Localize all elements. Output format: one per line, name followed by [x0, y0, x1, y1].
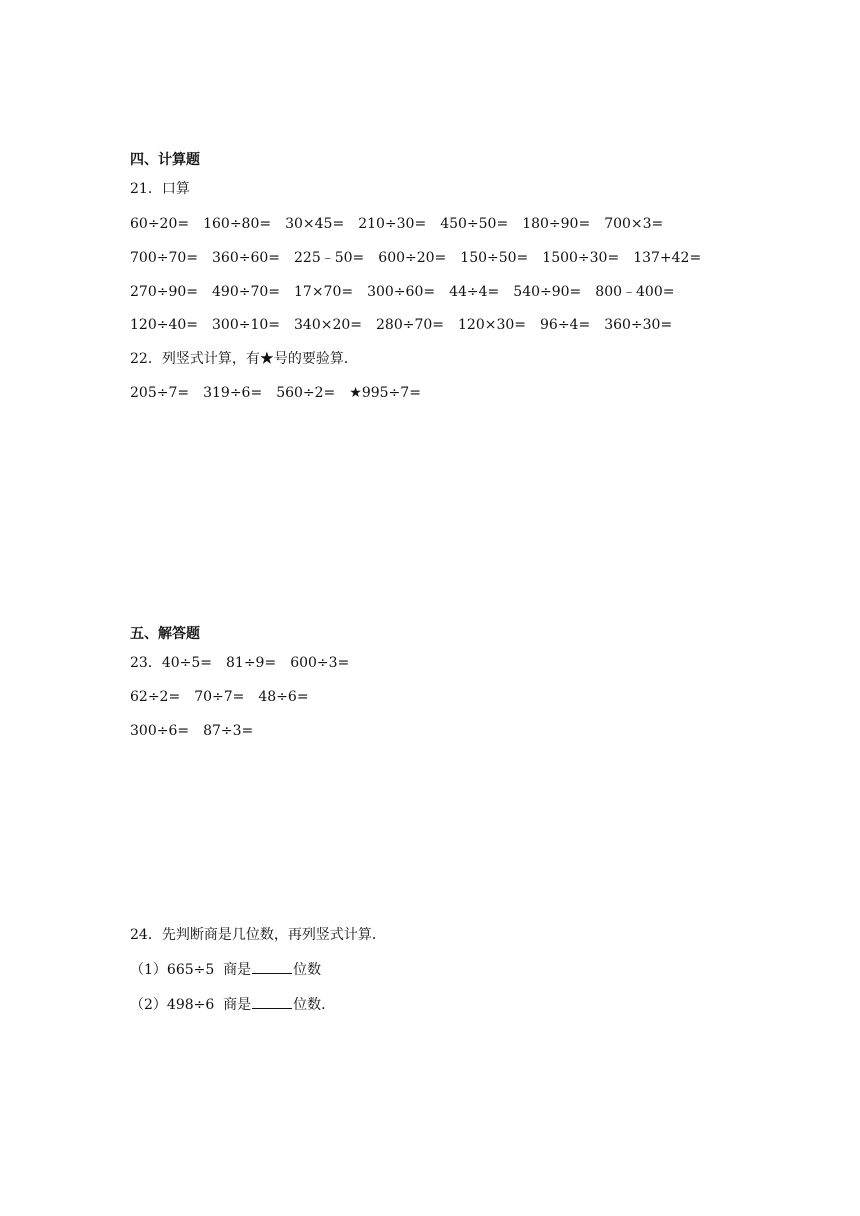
problem: 319÷6=	[203, 385, 263, 401]
q22-row	[130, 384, 435, 402]
problem: 490÷70=	[212, 284, 280, 300]
q24-item-2	[130, 994, 335, 1014]
problem: 700×3=	[604, 216, 664, 232]
problem: 360÷30=	[604, 317, 673, 333]
answer-blank[interactable]	[252, 994, 292, 1009]
q23-row-1	[130, 654, 363, 672]
problem: 300÷10=	[212, 317, 280, 333]
problem: 70÷7=	[194, 689, 245, 705]
q21-row-2	[130, 249, 715, 267]
q23-row-3	[130, 722, 267, 740]
q24-label: 24．先判断商是几位数，再列竖式计算．	[130, 927, 386, 943]
q21-row-1	[130, 215, 677, 233]
section5-title: 五、解答题	[130, 626, 200, 642]
problem: 340×20=	[294, 317, 362, 333]
problem: ★995÷7=	[349, 385, 421, 401]
problem: 62÷2=	[130, 689, 181, 705]
problem: 300÷60=	[367, 284, 436, 300]
problem: 60÷20=	[130, 216, 190, 232]
q24-item-1-prefix: （1）665÷5 商是	[130, 962, 252, 978]
problem: 225﹣50=	[294, 250, 365, 266]
problem: 600÷20=	[378, 250, 447, 266]
problem: 180÷90=	[522, 216, 591, 232]
q21-label: 21．口算	[130, 181, 190, 197]
problem: 450÷50=	[440, 216, 509, 232]
problem: 23．40÷5=	[130, 655, 212, 671]
problem: 48÷6=	[258, 689, 309, 705]
problem: 560÷2=	[276, 385, 336, 401]
q24-item-1	[130, 959, 321, 979]
problem: 300÷6=	[130, 723, 190, 739]
problem: 120÷40=	[130, 317, 198, 333]
problem: 205÷7=	[130, 385, 190, 401]
problem: 360÷60=	[212, 250, 280, 266]
answer-blank[interactable]	[252, 959, 292, 974]
problem: 81÷9=	[226, 655, 277, 671]
problem: 540÷90=	[513, 284, 582, 300]
q24-item-2-suffix: 位数．	[293, 997, 336, 1013]
problem: 44÷4=	[449, 284, 500, 300]
problem: 96÷4=	[540, 317, 591, 333]
q22-label: 22．列竖式计算，有★号的要验算．	[130, 351, 358, 367]
problem: 600÷3=	[290, 655, 350, 671]
problem: 137+42=	[633, 250, 702, 266]
problem: 1500÷30=	[542, 250, 620, 266]
section4-title: 四、计算题	[130, 152, 200, 168]
problem: 280÷70=	[376, 317, 444, 333]
problem: 120×30=	[458, 317, 526, 333]
problem: 270÷90=	[130, 284, 198, 300]
problem: 150÷50=	[460, 250, 529, 266]
problem: 87÷3=	[203, 723, 254, 739]
q24-item-1-suffix: 位数	[293, 962, 322, 978]
q21-row-3	[130, 283, 688, 301]
problem: 700÷70=	[130, 250, 198, 266]
q21-row-4	[130, 316, 686, 334]
problem: 17×70=	[294, 284, 354, 300]
problem: 210÷30=	[358, 216, 427, 232]
q24-item-2-prefix: （2）498÷6 商是	[130, 997, 252, 1013]
problem: 160÷80=	[203, 216, 272, 232]
problem: 800﹣400=	[595, 284, 675, 300]
q23-row-2	[130, 688, 323, 706]
problem: 30×45=	[285, 216, 345, 232]
